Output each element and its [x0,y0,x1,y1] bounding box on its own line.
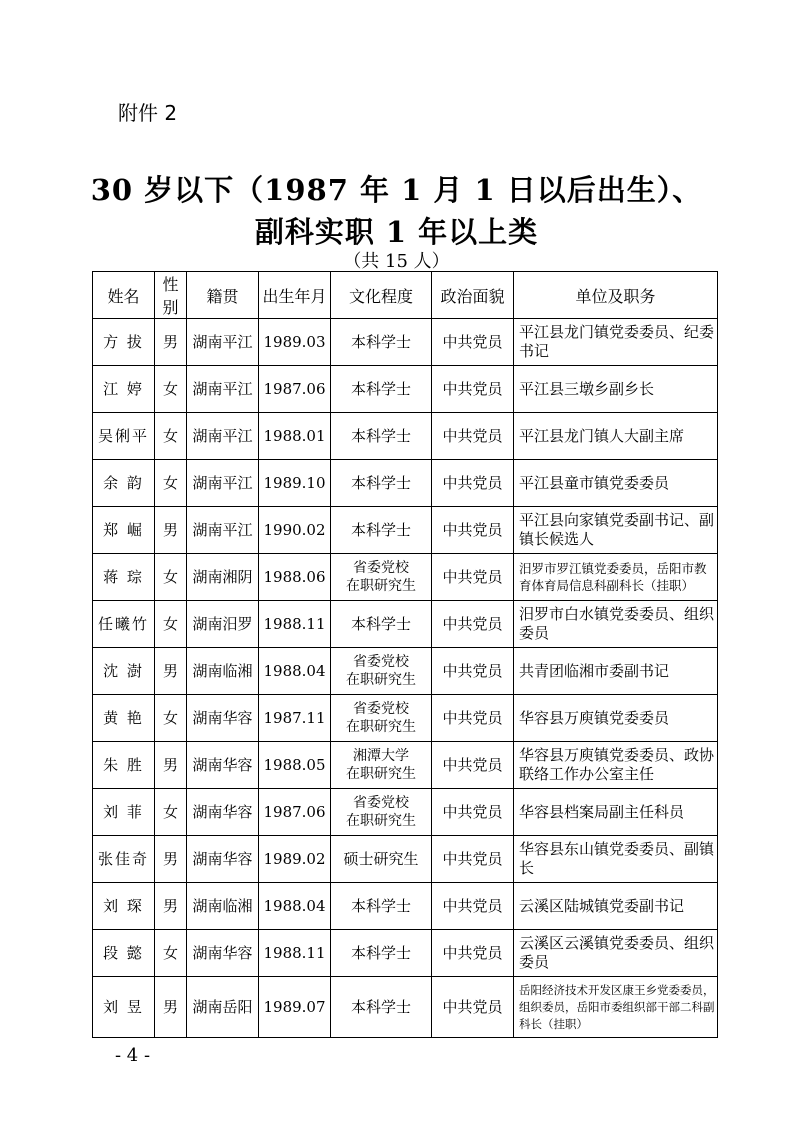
education-line: 硕士研究生 [343,849,419,868]
cell-political-status: 中共党员 [432,554,514,601]
table-row [93,601,718,648]
cell-education [331,554,432,601]
cell-unit-and-position: 华容县东山镇党委委员、副镇长 [514,836,718,883]
table-row [93,977,718,1038]
education-line: 在职研究生 [346,578,416,594]
cell-gender: 女 [155,460,187,507]
education-line: 省委党校 [353,701,409,717]
document-title-line-2: 副科实职 1 年以上类 [254,215,539,249]
cell-unit-and-position: 平江县童市镇党委委员 [514,460,718,507]
cell-name: 段 懿 [93,930,155,977]
header-birth-date: 出生年月 [259,272,331,319]
cell-native-place: 湖南华容 [187,695,259,742]
cell-birth-date: 1989.10 [259,460,331,507]
cell-unit-and-position: 平江县龙门镇党委委员、纪委书记 [514,319,718,366]
table-body [93,319,718,1038]
cell-education [331,789,432,836]
cell-gender: 男 [155,648,187,695]
attachment-label: 附件 2 [118,101,178,125]
cell-birth-date: 1988.05 [259,742,331,789]
cell-name: 吴俐平 [93,413,155,460]
header-political-status: 政治面貌 [432,272,514,319]
cell-education [331,601,432,648]
cell-gender: 女 [155,554,187,601]
education-line: 本科学士 [350,997,411,1016]
cell-native-place: 湖南平江 [187,366,259,413]
cell-gender: 女 [155,601,187,648]
cell-name: 方 拔 [93,319,155,366]
cell-name: 朱 胜 [93,742,155,789]
education-line: 本科学士 [350,520,411,539]
cell-native-place: 湖南平江 [187,507,259,554]
education-line: 在职研究生 [346,766,416,782]
cell-political-status: 中共党员 [432,789,514,836]
table-row [93,836,718,883]
cell-unit-and-position: 云溪区陆城镇党委副书记 [514,883,718,930]
table-row [93,507,718,554]
cell-unit-and-position: 共青团临湘市委副书记 [514,648,718,695]
cell-native-place: 湖南华容 [187,836,259,883]
cell-gender: 女 [155,930,187,977]
cell-political-status: 中共党员 [432,601,514,648]
header-gender: 性别 [155,272,187,319]
cell-name: 刘 琛 [93,883,155,930]
cell-gender: 男 [155,977,187,1038]
cell-unit-and-position: 平江县三墩乡副乡长 [514,366,718,413]
table-row [93,883,718,930]
cell-name: 郑 崛 [93,507,155,554]
cell-name: 刘 昱 [93,977,155,1038]
table-row [93,742,718,789]
table-row [93,413,718,460]
count-note: （共 15 人） [343,251,450,272]
cell-birth-date: 1990.02 [259,507,331,554]
cell-gender: 女 [155,413,187,460]
table-row [93,648,718,695]
cell-gender: 男 [155,836,187,883]
cell-political-status: 中共党员 [432,460,514,507]
cell-gender: 男 [155,319,187,366]
cell-political-status: 中共党员 [432,648,514,695]
education-line: 本科学士 [350,896,411,915]
cell-unit-and-position: 平江县向家镇党委副书记、副镇长候选人 [514,507,718,554]
cell-education [331,742,432,789]
cell-birth-date: 1988.11 [259,601,331,648]
cell-native-place: 湖南岳阳 [187,977,259,1038]
education-line: 本科学士 [350,379,411,398]
cell-unit-and-position: 平江县龙门镇人大副主席 [514,413,718,460]
personnel-table [92,271,718,1038]
cell-birth-date: 1988.06 [259,554,331,601]
cell-political-status: 中共党员 [432,413,514,460]
cell-native-place: 湖南汨罗 [187,601,259,648]
cell-education [331,460,432,507]
table-row [93,366,718,413]
cell-gender: 男 [155,507,187,554]
cell-unit-and-position: 华容县万庾镇党委委员、政协联络工作办公室主任 [514,742,718,789]
cell-name: 刘 菲 [93,789,155,836]
header-name: 姓名 [93,272,155,319]
cell-unit-and-position: 岳阳经济技术开发区康王乡党委委员，组织委员，岳阳市委组织部干部二科副科长（挂职） [514,977,718,1038]
cell-native-place: 湖南华容 [187,742,259,789]
cell-education [331,507,432,554]
education-line: 在职研究生 [346,672,416,688]
education-line: 本科学士 [350,943,411,962]
cell-education [331,695,432,742]
cell-unit-and-position: 华容县万庾镇党委委员 [514,695,718,742]
cell-name: 沈 澍 [93,648,155,695]
cell-political-status: 中共党员 [432,742,514,789]
education-line: 本科学士 [350,426,411,445]
cell-birth-date: 1988.04 [259,883,331,930]
table-header-row [93,272,718,319]
cell-education [331,366,432,413]
cell-education [331,413,432,460]
cell-gender: 女 [155,366,187,413]
cell-education [331,977,432,1038]
cell-native-place: 湖南平江 [187,413,259,460]
header-education: 文化程度 [331,272,432,319]
cell-education [331,319,432,366]
cell-native-place: 湖南湘阴 [187,554,259,601]
cell-education [331,930,432,977]
cell-unit-and-position: 华容县档案局副主任科员 [514,789,718,836]
cell-native-place: 湖南平江 [187,319,259,366]
document-title-line-1: 30 岁以下（1987 年 1 月 1 日以后出生）、 [90,173,703,207]
cell-birth-date: 1989.07 [259,977,331,1038]
cell-education [331,836,432,883]
education-line: 本科学士 [350,614,411,633]
cell-name: 任曦竹 [93,601,155,648]
cell-native-place: 湖南华容 [187,930,259,977]
cell-name: 江 婷 [93,366,155,413]
cell-gender: 女 [155,789,187,836]
cell-political-status: 中共党员 [432,507,514,554]
cell-political-status: 中共党员 [432,977,514,1038]
header-unit-and-position: 单位及职务 [514,272,718,319]
cell-birth-date: 1988.11 [259,930,331,977]
table-row [93,554,718,601]
cell-native-place: 湖南平江 [187,460,259,507]
table-row [93,460,718,507]
cell-birth-date: 1988.04 [259,648,331,695]
table-row [93,930,718,977]
cell-name: 黄 艳 [93,695,155,742]
cell-name: 张佳奇 [93,836,155,883]
cell-birth-date: 1987.11 [259,695,331,742]
education-line: 在职研究生 [346,813,416,829]
table-row [93,789,718,836]
cell-birth-date: 1987.06 [259,789,331,836]
cell-birth-date: 1987.06 [259,366,331,413]
cell-education [331,883,432,930]
cell-gender: 男 [155,883,187,930]
cell-birth-date: 1989.02 [259,836,331,883]
cell-gender: 男 [155,742,187,789]
cell-political-status: 中共党员 [432,695,514,742]
cell-political-status: 中共党员 [432,930,514,977]
cell-unit-and-position: 云溪区云溪镇党委委员、组织委员 [514,930,718,977]
education-line: 本科学士 [350,473,411,492]
cell-political-status: 中共党员 [432,319,514,366]
education-line: 本科学士 [350,332,411,351]
header-native-place: 籍贯 [187,272,259,319]
cell-political-status: 中共党员 [432,366,514,413]
cell-name: 蒋 琮 [93,554,155,601]
cell-name: 余 韵 [93,460,155,507]
cell-birth-date: 1988.01 [259,413,331,460]
cell-political-status: 中共党员 [432,836,514,883]
cell-political-status: 中共党员 [432,883,514,930]
cell-birth-date: 1989.03 [259,319,331,366]
education-line: 在职研究生 [346,719,416,735]
cell-native-place: 湖南临湘 [187,883,259,930]
table-row [93,319,718,366]
education-line: 省委党校 [353,654,409,670]
cell-unit-and-position: 汨罗市罗江镇党委委员，岳阳市教育体育局信息科副科长（挂职） [514,554,718,601]
education-line: 省委党校 [353,795,409,811]
education-line: 省委党校 [353,560,409,576]
education-line: 湘潭大学 [353,748,409,764]
cell-native-place: 湖南华容 [187,789,259,836]
cell-gender: 女 [155,695,187,742]
cell-native-place: 湖南临湘 [187,648,259,695]
table-row [93,695,718,742]
page-number: - 4 - [115,1045,151,1066]
cell-education [331,648,432,695]
cell-unit-and-position: 汨罗市白水镇党委委员、组织委员 [514,601,718,648]
